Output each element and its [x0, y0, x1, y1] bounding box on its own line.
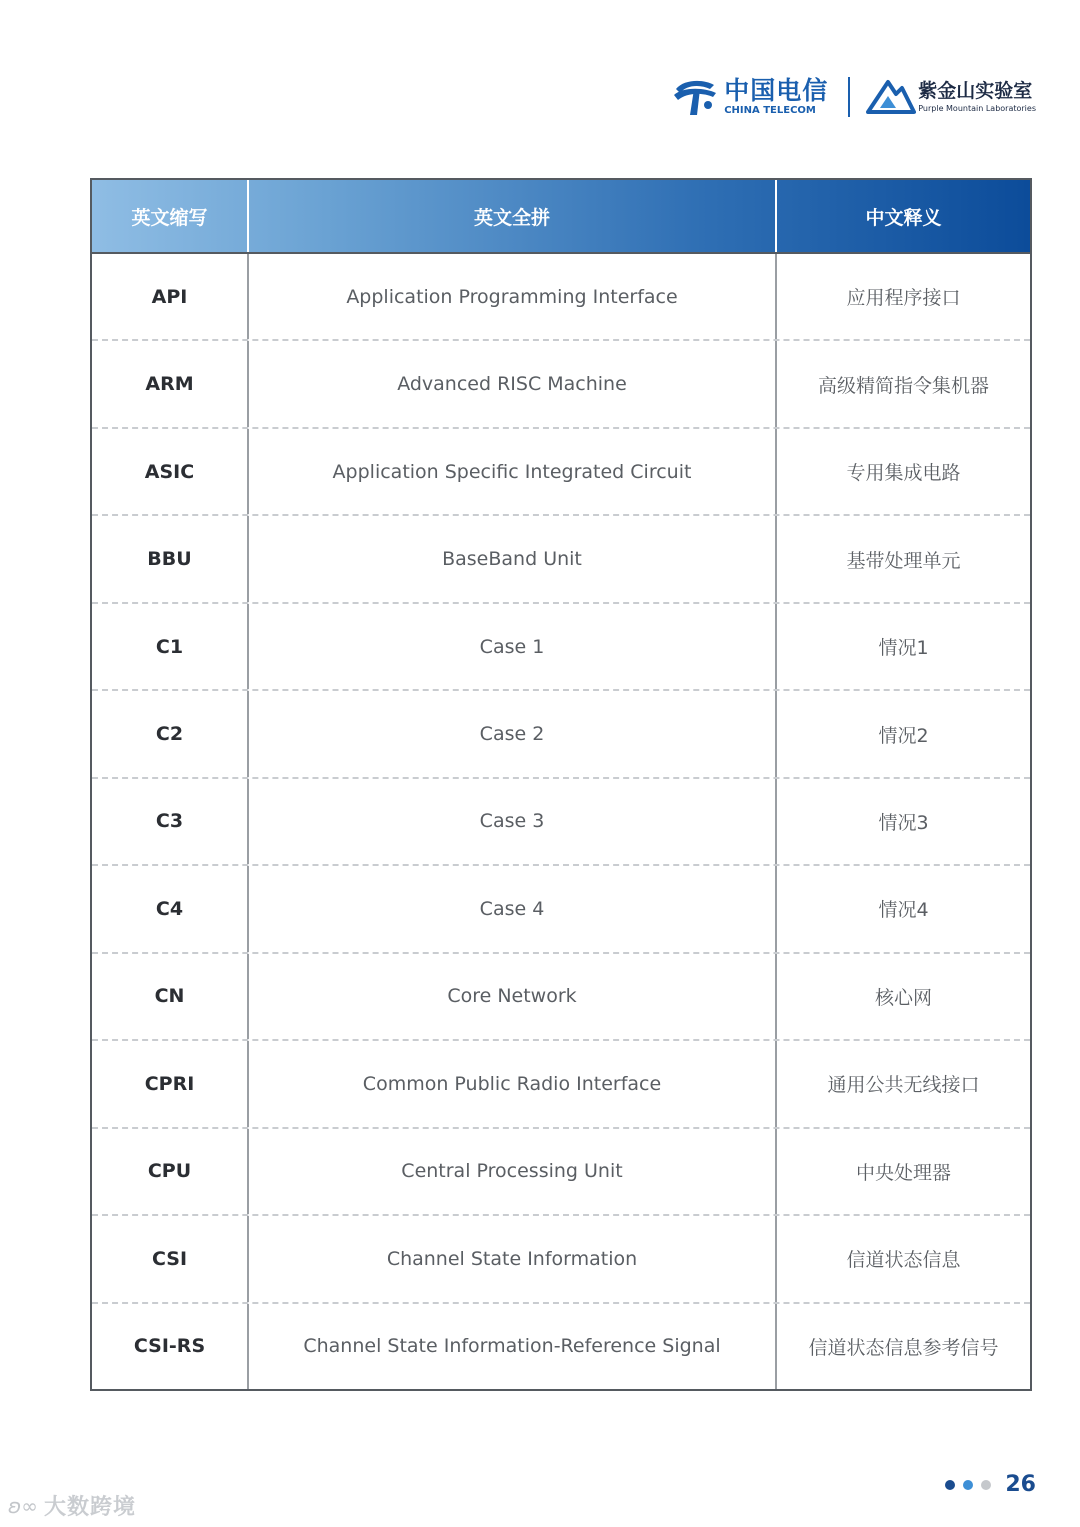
cn-cell: 中央处理器 — [775, 1129, 1030, 1214]
cn-cell: 情况4 — [775, 866, 1030, 951]
cn-cell: 基带处理单元 — [775, 516, 1030, 601]
abbr-cell: API — [151, 285, 188, 308]
china-telecom-en-text: CHINA TELECOM — [724, 105, 816, 116]
cn-cell: 通用公共无线接口 — [775, 1041, 1030, 1126]
pml-logo — [866, 78, 1036, 116]
abbr-cell: CSI — [151, 1247, 188, 1270]
full-cell: Advanced RISC Machine — [247, 341, 775, 426]
full-cell: Application Specific Integrated Circuit — [247, 429, 775, 514]
page-indicator — [945, 1472, 1036, 1497]
cn-cell: 信道状态信息参考信号 — [775, 1304, 1030, 1389]
cn-cell: 情况2 — [775, 691, 1030, 776]
table-row — [92, 252, 1030, 339]
pml-cn-text: 紫金山实验室 — [918, 79, 1033, 102]
watermark-text: 大数跨境 — [43, 1495, 136, 1520]
abbreviation-table — [90, 178, 1032, 1391]
table-row — [92, 602, 1030, 689]
cn-cell: 情况1 — [775, 604, 1030, 689]
abbr-cell: CN — [154, 985, 185, 1008]
table-row — [92, 1127, 1030, 1214]
table-header — [92, 180, 1030, 252]
full-cell: Case 4 — [247, 866, 775, 951]
cn-cell: 高级精简指令集机器 — [775, 341, 1030, 426]
cn-cell: 情况3 — [775, 779, 1030, 864]
page-dot-2 — [963, 1480, 973, 1490]
cn-cell: 专用集成电路 — [775, 429, 1030, 514]
table-row — [92, 1039, 1030, 1126]
full-cell: Case 1 — [247, 604, 775, 689]
china-telecom-logo — [670, 75, 828, 119]
abbr-cell: CPU — [147, 1160, 192, 1183]
table-row — [92, 514, 1030, 601]
watermark — [8, 1490, 136, 1521]
watermark-icon: ʚ∞ — [8, 1493, 38, 1518]
abbr-cell: CPRI — [144, 1072, 195, 1095]
pml-en-text: Purple Mountain Laboratories — [918, 103, 1036, 113]
cn-cell: 应用程序接口 — [775, 254, 1030, 339]
full-cell: Central Processing Unit — [247, 1129, 775, 1214]
table-row — [92, 777, 1030, 864]
table-row — [92, 1214, 1030, 1301]
logo-divider — [848, 77, 850, 117]
page-dot-3 — [981, 1480, 991, 1490]
table-row — [92, 1302, 1030, 1389]
page-dot-1 — [945, 1480, 955, 1490]
full-cell: Application Programming Interface — [247, 254, 775, 339]
full-cell: Case 2 — [247, 691, 775, 776]
abbr-cell: C2 — [155, 723, 184, 746]
full-cell: Channel State Information-Reference Signal — [247, 1304, 775, 1389]
abbr-cell: CSI-RS — [133, 1335, 206, 1358]
abbr-cell: C4 — [155, 897, 184, 920]
cn-cell: 核心网 — [775, 954, 1030, 1039]
abbr-cell: ASIC — [144, 460, 195, 483]
abbr-cell: C1 — [155, 635, 184, 658]
full-cell: Core Network — [247, 954, 775, 1039]
header-cn: 中文释义 — [775, 180, 1030, 252]
china-telecom-cn-text: 中国电信 — [724, 76, 829, 105]
mountain-icon — [866, 78, 916, 116]
table-row — [92, 427, 1030, 514]
full-cell: Case 3 — [247, 779, 775, 864]
china-telecom-icon — [670, 75, 720, 119]
header-full: 英文全拼 — [247, 180, 775, 252]
cn-cell: 信道状态信息 — [775, 1216, 1030, 1301]
full-cell: Channel State Information — [247, 1216, 775, 1301]
abbr-cell: ARM — [145, 373, 194, 396]
abbr-cell: BBU — [147, 548, 192, 571]
table-row — [92, 864, 1030, 951]
header-abbr: 英文缩写 — [131, 206, 208, 229]
page-number: 26 — [1005, 1472, 1036, 1497]
full-cell: Common Public Radio Interface — [247, 1041, 775, 1126]
header-logos — [670, 74, 1036, 120]
full-cell: BaseBand Unit — [247, 516, 775, 601]
table-row — [92, 952, 1030, 1039]
table-row — [92, 689, 1030, 776]
table-row — [92, 339, 1030, 426]
abbr-cell: C3 — [155, 810, 184, 833]
